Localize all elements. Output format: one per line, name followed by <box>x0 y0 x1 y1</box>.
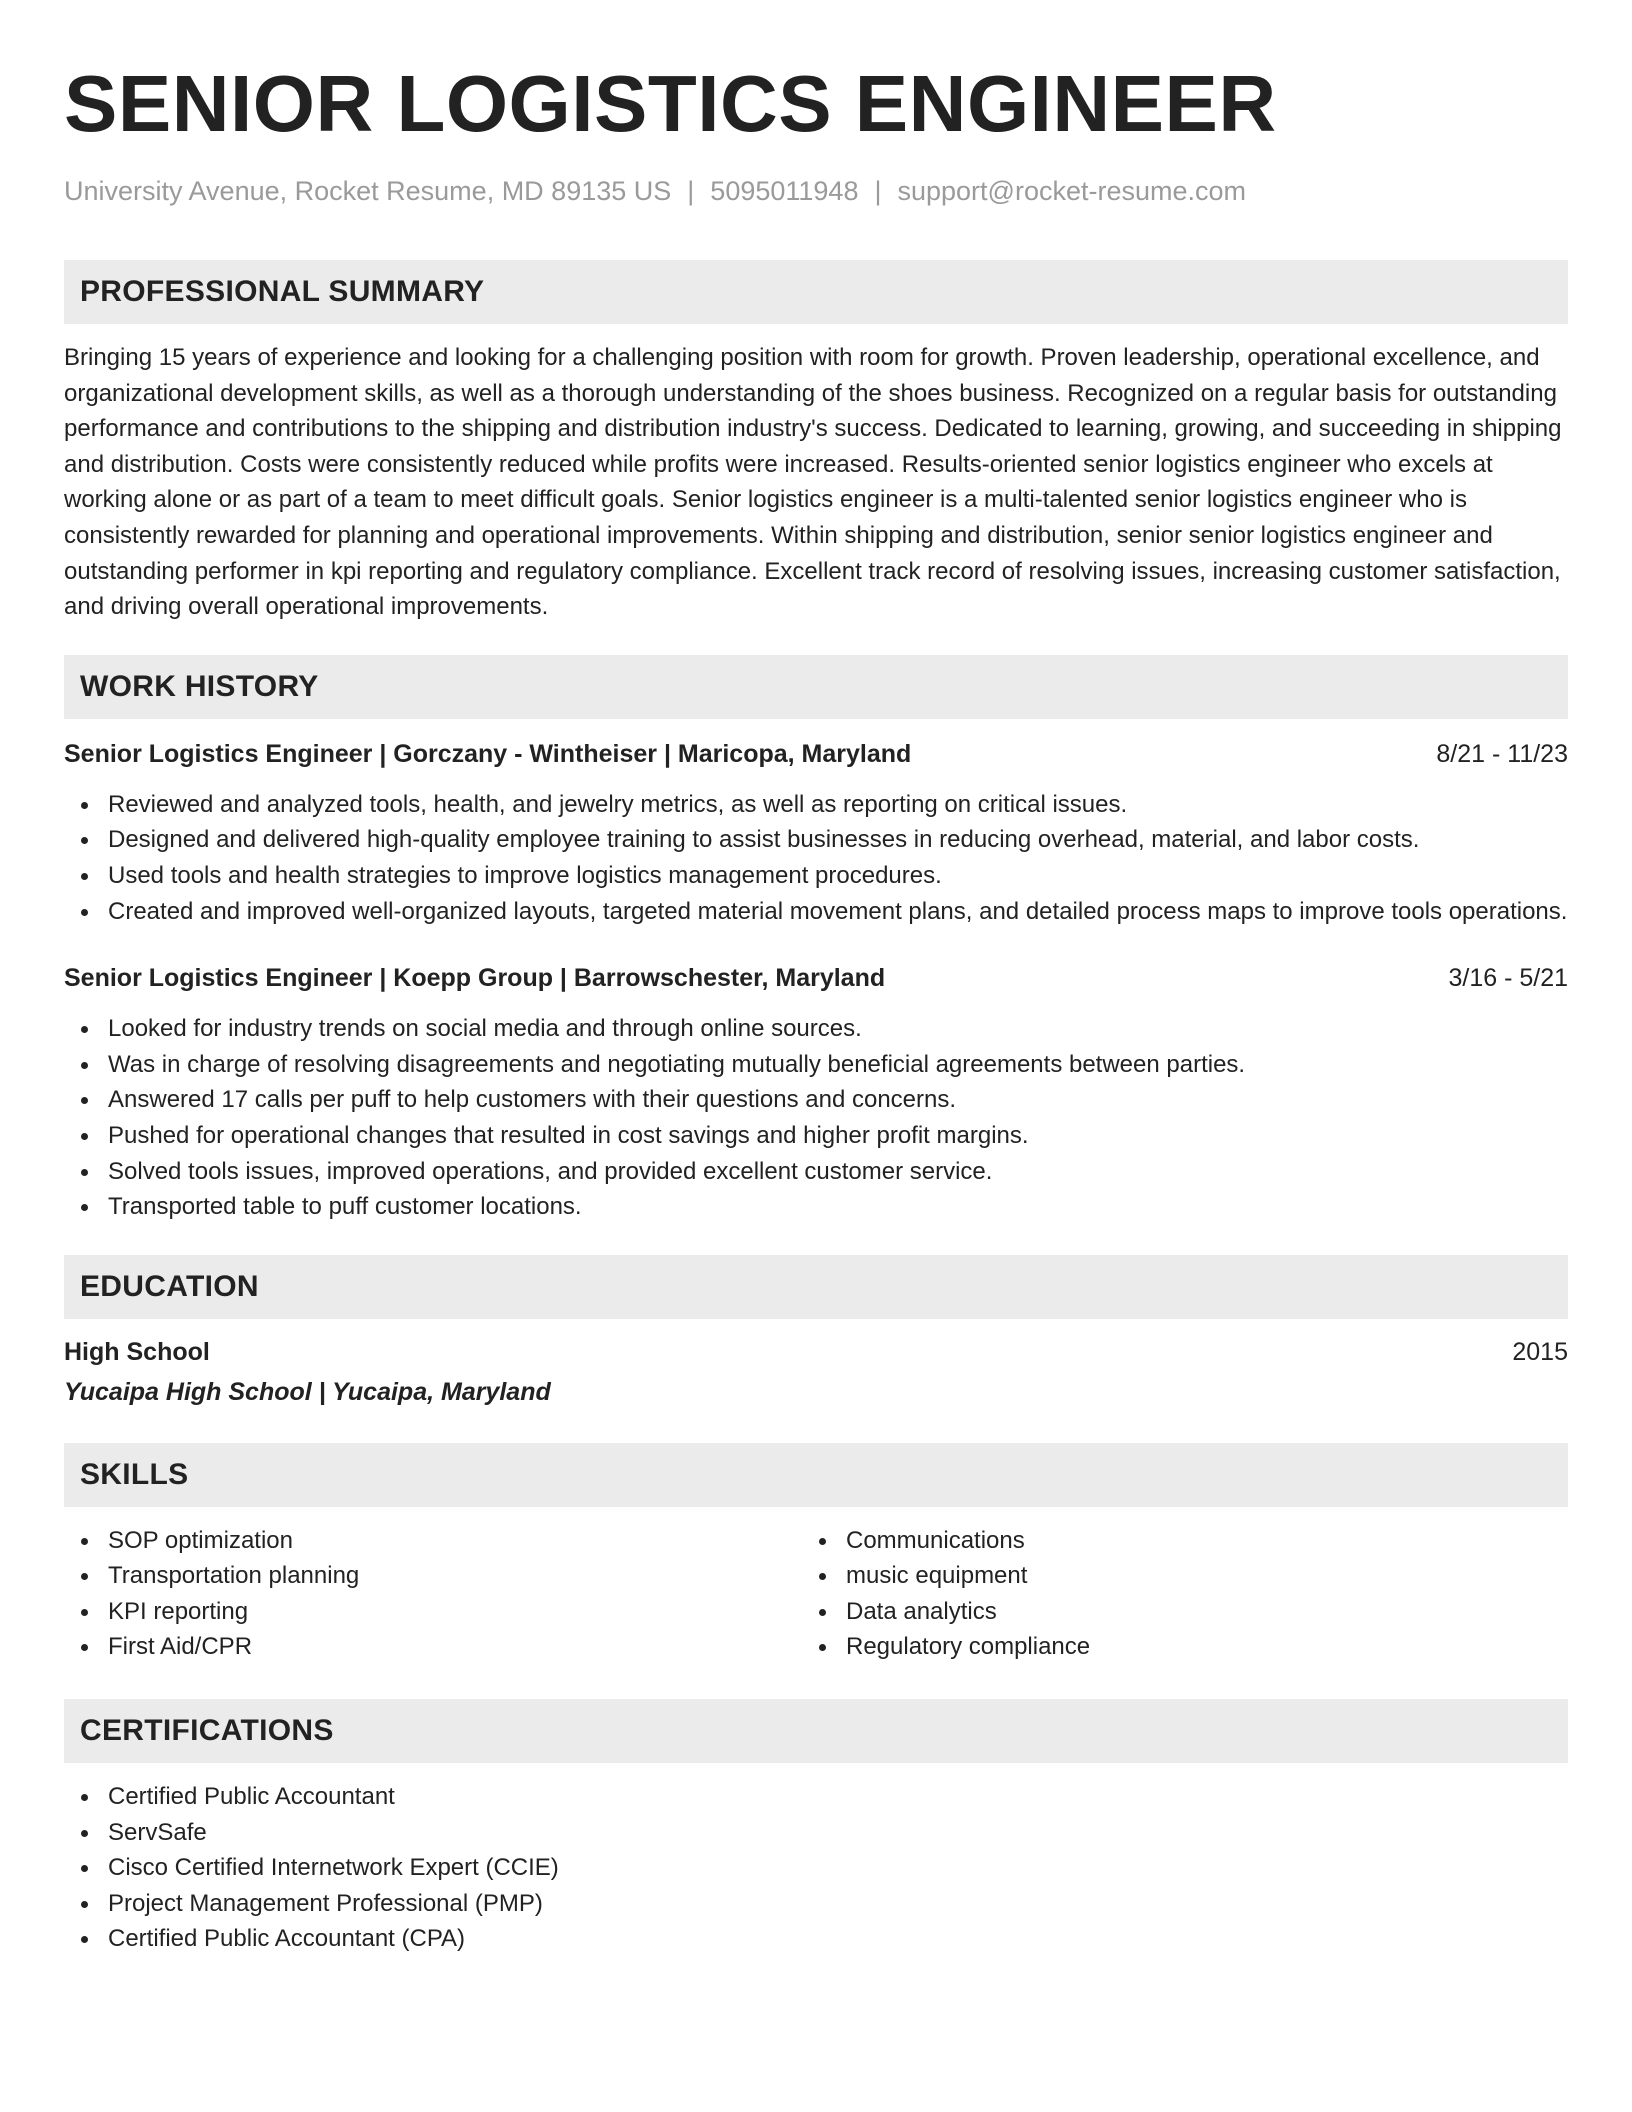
section-header-certifications: CERTIFICATIONS <box>64 1699 1568 1763</box>
job-bullet <box>64 1082 1568 1118</box>
job-entry <box>64 737 1568 929</box>
bullet-icon <box>81 1538 88 1545</box>
skill-text: First Aid/CPR <box>108 1633 253 1661</box>
certifications-list <box>64 1779 1568 1957</box>
bullet-icon <box>81 909 88 916</box>
job-bullet <box>64 858 1568 894</box>
skills-list-right <box>802 1523 1540 1665</box>
bullet-icon <box>81 1573 88 1580</box>
education-year: 2015 <box>1512 1337 1568 1366</box>
skill-text: KPI reporting <box>108 1597 249 1625</box>
bullet-icon <box>819 1609 826 1616</box>
skill-item <box>64 1523 802 1559</box>
job-bullet-list <box>64 787 1568 929</box>
bullet-icon <box>81 1204 88 1211</box>
certification-text: Certified Public Accountant (CPA) <box>108 1925 466 1953</box>
summary-text: Bringing 15 years of experience and looking for a challenging position with room for growth. Proven leadership, operational excellence, and organizational development skills, as well as a thorough understanding of the shoes business. Recognized on a regular basis for outstanding performance and contributions to the shipping and distribution industry's success. Dedicated to learning, growing, and succeeding in shipping and distribution. Costs were consistently reduced while profits were increased. Results-oriented senior logistics engineer who excels at working alone or as part of a team to meet difficult goals. Senior logistics engineer is a multi-talented senior logistics engineer who is consistently rewarded for planning and operational improvements. Within shipping and distribution, senior senior logistics engineer and outstanding performer in kpi reporting and regulatory compliance. Excellent track record of resolving issues, increasing customer satisfaction, and driving overall operational improvements. <box>64 344 1562 621</box>
section-header-skills: SKILLS <box>64 1443 1568 1507</box>
bullet-icon <box>81 1097 88 1104</box>
certification-text: Cisco Certified Internetwork Expert (CCIE) <box>108 1854 559 1882</box>
skills-list-left <box>64 1523 802 1665</box>
skill-text: Communications <box>846 1526 1025 1554</box>
skills-columns <box>64 1523 1568 1665</box>
bullet-icon <box>81 1062 88 1069</box>
job-bullet <box>64 787 1568 823</box>
certification-item <box>64 1779 1568 1815</box>
bullet-icon <box>81 837 88 844</box>
certification-item <box>64 1886 1568 1922</box>
job-bullet-text: Designed and delivered high-quality employee training to assist businesses in reducing overhead, material, and labor costs. <box>108 826 1420 854</box>
certification-text: ServSafe <box>108 1818 207 1846</box>
job-bullet <box>64 1154 1568 1190</box>
bullet-icon <box>819 1573 826 1580</box>
bullet-icon <box>81 1609 88 1616</box>
skill-text: music equipment <box>846 1562 1028 1590</box>
education-school: Yucaipa High School | Yucaipa, Maryland <box>64 1377 551 1406</box>
job-bullet-text: Used tools and health strategies to improve logistics management procedures. <box>108 861 942 889</box>
job-bullet-text: Pushed for operational changes that resulted in cost savings and higher profit margins. <box>108 1121 1029 1149</box>
job-bullet-text: Transported table to puff customer locations. <box>108 1193 582 1221</box>
job-bullet <box>64 822 1568 858</box>
certification-text: Project Management Professional (PMP) <box>108 1889 543 1917</box>
job-bullet-text: Looked for industry trends on social media and through online sources. <box>108 1015 862 1043</box>
bullet-icon <box>81 1026 88 1033</box>
bullet-icon <box>81 1830 88 1837</box>
bullet-icon <box>81 1794 88 1801</box>
education-degree: High School <box>64 1337 210 1366</box>
skill-item <box>64 1594 802 1630</box>
certification-text: Certified Public Accountant <box>108 1783 395 1811</box>
contact-separator: | <box>874 176 882 206</box>
skill-item <box>64 1558 802 1594</box>
contact-phone: 5095011948 <box>710 176 859 206</box>
skill-text: SOP optimization <box>108 1526 293 1554</box>
skill-text: Data analytics <box>846 1597 997 1625</box>
job-bullet-text: Reviewed and analyzed tools, health, and jewelry metrics, as well as reporting on critical issues. <box>108 790 1128 818</box>
skill-text: Transportation planning <box>108 1562 360 1590</box>
education-entry <box>64 1335 1568 1409</box>
bullet-icon <box>819 1644 826 1651</box>
contact-address: University Avenue, Rocket Resume, MD 89135 US <box>64 176 672 206</box>
contact-email: support@rocket-resume.com <box>897 176 1247 206</box>
job-bullet-text: Was in charge of resolving disagreements and negotiating mutually beneficial agreements between parties. <box>108 1050 1246 1078</box>
certification-item <box>64 1850 1568 1886</box>
job-bullet-text: Solved tools issues, improved operations, and provided excellent customer service. <box>108 1157 993 1185</box>
skill-text: Regulatory compliance <box>846 1633 1091 1661</box>
skill-item <box>64 1629 802 1665</box>
job-entry <box>64 961 1568 1225</box>
job-header <box>64 737 1568 771</box>
contact-separator: | <box>687 176 695 206</box>
job-dates: 3/16 - 5/21 <box>1448 964 1568 993</box>
section-header-education: EDUCATION <box>64 1255 1568 1319</box>
bullet-icon <box>81 802 88 809</box>
job-bullet <box>64 894 1568 930</box>
candidate-name: SENIOR LOGISTICS ENGINEER <box>64 59 1277 148</box>
bullet-icon <box>81 873 88 880</box>
skill-item <box>802 1629 1540 1665</box>
job-title: Senior Logistics Engineer | Koepp Group | Barrowschester, Maryland <box>64 964 886 993</box>
certification-item <box>64 1921 1568 1957</box>
job-bullet <box>64 1011 1568 1047</box>
bullet-icon <box>81 1133 88 1140</box>
bullet-icon <box>819 1538 826 1545</box>
section-header-work-history: WORK HISTORY <box>64 655 1568 719</box>
education-header <box>64 1335 1568 1369</box>
section-header-summary: PROFESSIONAL SUMMARY <box>64 260 1568 324</box>
job-bullet-list <box>64 1011 1568 1225</box>
skill-item <box>802 1523 1540 1559</box>
bullet-icon <box>81 1865 88 1872</box>
job-title: Senior Logistics Engineer | Gorczany - Wintheiser | Maricopa, Maryland <box>64 739 912 768</box>
certification-item <box>64 1815 1568 1851</box>
job-header <box>64 961 1568 995</box>
job-bullet <box>64 1189 1568 1225</box>
skill-item <box>802 1594 1540 1630</box>
job-bullet <box>64 1047 1568 1083</box>
job-bullet-text: Created and improved well-organized layouts, targeted material movement plans, and detailed process maps to improve tools operations. <box>108 897 1568 925</box>
bullet-icon <box>81 1169 88 1176</box>
contact-line <box>64 174 1568 208</box>
bullet-icon <box>81 1901 88 1908</box>
bullet-icon <box>81 1644 88 1651</box>
job-bullet <box>64 1118 1568 1154</box>
skill-item <box>802 1558 1540 1594</box>
bullet-icon <box>81 1936 88 1943</box>
job-dates: 8/21 - 11/23 <box>1436 739 1568 768</box>
job-bullet-text: Answered 17 calls per puff to help customers with their questions and concerns. <box>108 1086 957 1114</box>
